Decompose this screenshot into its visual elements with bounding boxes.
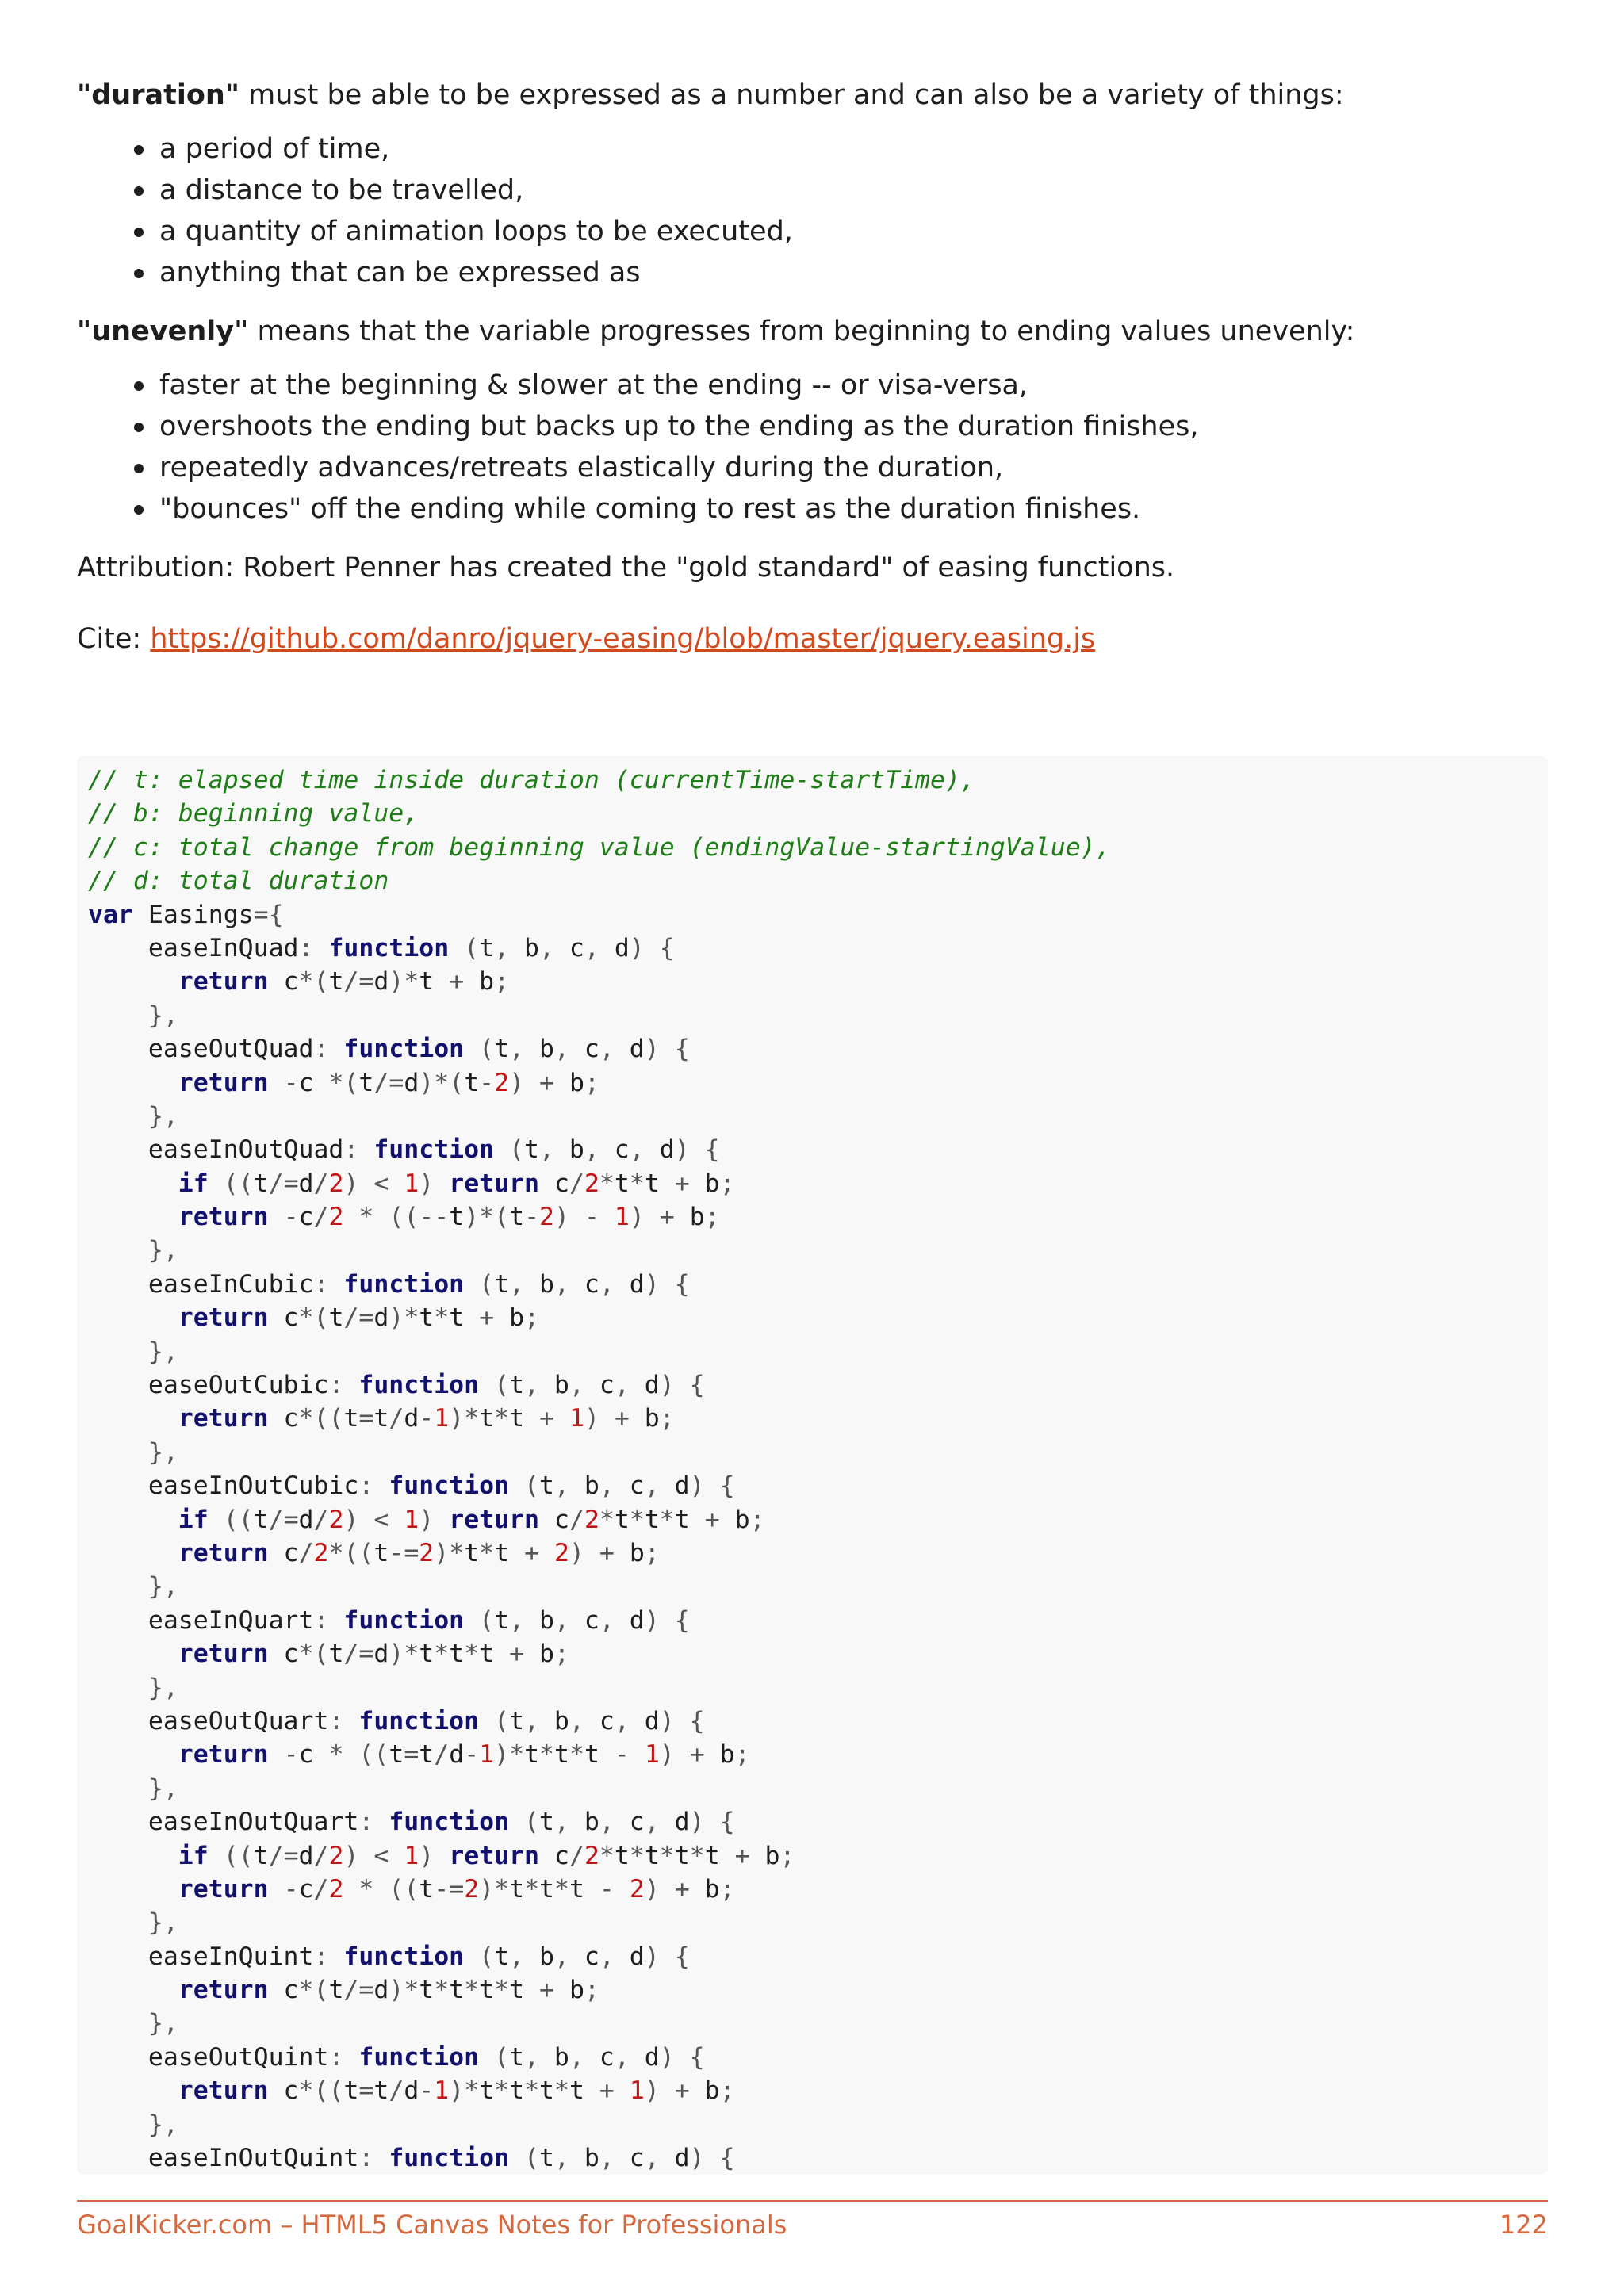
code-line: easeInQuad: function (t, b, c, d) { bbox=[88, 933, 675, 962]
list-item: anything that can be expressed as bbox=[159, 252, 1548, 293]
code-line: }, bbox=[147, 2009, 178, 2038]
code-line: // d: total duration bbox=[88, 867, 389, 896]
code-line: easeInOutQuad: function (t, b, c, d) { bbox=[88, 1135, 720, 1165]
code-line: }, bbox=[147, 2110, 178, 2139]
footer-divider bbox=[77, 2200, 1548, 2202]
cite-link[interactable]: https://github.com/danro/jquery-easing/blob/master/jquery.easing.js bbox=[150, 623, 1096, 655]
code-line: }, bbox=[147, 1673, 178, 1702]
list-item: overshoots the ending but backs up to the ending as the duration finishes, bbox=[159, 406, 1548, 447]
code-line: var Easings={ bbox=[88, 900, 284, 929]
cite-label: Cite: bbox=[77, 623, 151, 655]
code-line: return c*(t/=d)*t*t + b; bbox=[178, 1303, 540, 1333]
code-line: easeOutQuint: function (t, b, c, d) { bbox=[88, 2042, 705, 2072]
code-line: }, bbox=[147, 1001, 178, 1030]
document-body bbox=[77, 76, 1548, 658]
code-line: easeOutQuad: function (t, b, c, d) { bbox=[88, 1035, 690, 1064]
unevenly-description: means that the variable progresses from beginning to ending values unevenly: bbox=[248, 316, 1355, 347]
unevenly-list bbox=[77, 365, 1548, 530]
code-line: easeInQuint: function (t, b, c, d) { bbox=[88, 1942, 690, 1971]
code-line: easeInOutQuart: function (t, b, c, d) { bbox=[88, 1808, 735, 1837]
code-line: if ((t/=d/2) < 1) return c/2*t*t*t*t + b; bbox=[178, 1841, 795, 1870]
code-line: return -c/2 * ((--t)*(t-2) - 1) + b; bbox=[178, 1203, 720, 1232]
page-number: 122 bbox=[1499, 2210, 1548, 2240]
duration-paragraph bbox=[77, 76, 1548, 114]
code-line: }, bbox=[147, 1101, 178, 1131]
code-content bbox=[88, 763, 1548, 2175]
list-item: "bounces" off the ending while coming to rest as the duration finishes. bbox=[159, 488, 1548, 530]
code-line: }, bbox=[147, 1572, 178, 1601]
code-line: return -c *(t/=d)*(t-2) + b; bbox=[178, 1068, 599, 1097]
code-line: easeOutQuart: function (t, b, c, d) { bbox=[88, 1706, 705, 1735]
attribution-paragraph: Attribution: Robert Penner has created the "gold standard" of easing functions. bbox=[77, 552, 1175, 584]
code-line: easeInQuart: function (t, b, c, d) { bbox=[88, 1605, 690, 1635]
code-line: return -c/2 * ((t-=2)*t*t*t - 2) + b; bbox=[178, 1874, 735, 1904]
code-line: return c*(t/=d)*t*t*t + b; bbox=[178, 1640, 569, 1669]
code-line: // c: total change from beginning value (endingValue-startingValue), bbox=[88, 832, 1111, 862]
list-item: a quantity of animation loops to be executed, bbox=[159, 211, 1548, 252]
code-line: // t: elapsed time inside duration (currentTime-startTime), bbox=[88, 766, 975, 794]
list-item: a period of time, bbox=[159, 128, 1548, 170]
duration-list bbox=[77, 128, 1548, 293]
code-line: }, bbox=[147, 1774, 178, 1803]
code-line: }, bbox=[147, 1437, 178, 1467]
code-line: if ((t/=d/2) < 1) return c/2*t*t*t + b; bbox=[178, 1505, 765, 1534]
code-line: return -c * ((t=t/d-1)*t*t*t - 1) + b; bbox=[178, 1740, 750, 1770]
list-item: faster at the beginning & slower at the ending -- or visa-versa, bbox=[159, 365, 1548, 406]
code-block bbox=[77, 756, 1548, 2175]
code-listing bbox=[77, 756, 1548, 2175]
code-line: return c*((t=t/d-1)*t*t*t*t + 1) + b; bbox=[178, 2076, 735, 2106]
unevenly-paragraph bbox=[77, 312, 1548, 350]
duration-description: must be able to be expressed as a number and can also be a variety of things: bbox=[239, 79, 1344, 111]
list-item: repeatedly advances/retreats elastically during the duration, bbox=[159, 447, 1548, 488]
footer-title: GoalKicker.com – HTML5 Canvas Notes for Professionals bbox=[77, 2210, 787, 2240]
code-line: }, bbox=[147, 1236, 178, 1265]
unevenly-term: "unevenly" bbox=[77, 316, 249, 347]
code-line: }, bbox=[147, 1908, 178, 1938]
code-line: return c*(t/=d)*t + b; bbox=[178, 967, 510, 997]
duration-term: "duration" bbox=[77, 79, 240, 111]
list-item: a distance to be travelled, bbox=[159, 170, 1548, 211]
code-line: if ((t/=d/2) < 1) return c/2*t*t + b; bbox=[178, 1169, 735, 1198]
cite-paragraph bbox=[77, 620, 1548, 658]
code-line: return c/2*((t-=2)*t*t + 2) + b; bbox=[178, 1538, 660, 1567]
code-line: }, bbox=[147, 1337, 178, 1366]
code-line: easeInCubic: function (t, b, c, d) { bbox=[88, 1269, 690, 1299]
code-line: return c*((t=t/d-1)*t*t + 1) + b; bbox=[178, 1404, 675, 1433]
code-line: easeInOutCubic: function (t, b, c, d) { bbox=[88, 1471, 735, 1501]
code-line: return c*(t/=d)*t*t*t*t + b; bbox=[178, 1976, 599, 2005]
code-line: easeInOutQuint: function (t, b, c, d) { bbox=[88, 2144, 735, 2173]
code-line: easeOutCubic: function (t, b, c, d) { bbox=[88, 1371, 705, 1400]
code-line: // b: beginning value, bbox=[88, 799, 419, 828]
